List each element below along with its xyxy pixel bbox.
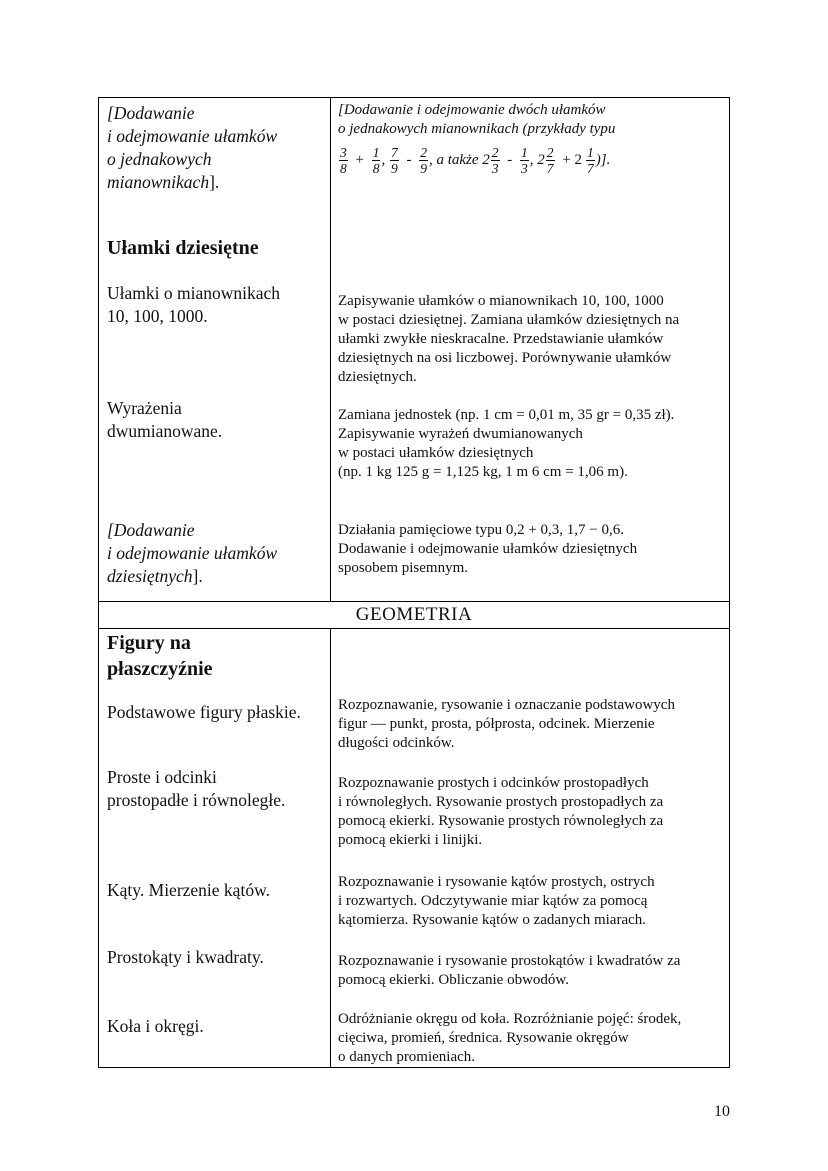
desc-basic-figures [338, 696, 723, 753]
fraction: $\frac{2}{3}$ [491, 145, 499, 177]
desc-denominators [338, 292, 723, 387]
section-heading-geometry: GEOMETRIA [355, 604, 473, 625]
desc-line: Działania pamięciowe typu 0,2 + 0,3, 1,7 − 0,6. [338, 522, 625, 538]
section-title-decimals: Ułamki dziesiętne [107, 237, 259, 259]
desc-fraction-addition [338, 101, 723, 181]
desc-line: dziesiętnych. [338, 369, 417, 385]
desc-line: i rozwartych. Odczytywanie miar kątów za pomocą [338, 893, 648, 909]
desc-line: o danych promieniach. [338, 1049, 476, 1065]
topic-line: mianownikach]. [107, 172, 220, 192]
desc-line: Zapisywanie ułamków o mianownikach 10, 100, 1000 [338, 293, 664, 309]
topic-line: Ułamki o mianownikach [107, 283, 281, 303]
desc-line: ułamki zwykłe nieskracalne. Przedstawianie ułamków [338, 331, 664, 347]
topic-denominators [107, 282, 280, 328]
topic-fraction-addition [107, 102, 277, 194]
fraction: $\frac{1}{3}$ [521, 145, 528, 177]
desc-rectangles [338, 952, 723, 990]
fraction: $\frac{2}{9}$ [420, 145, 427, 177]
curriculum-table [98, 97, 730, 1068]
topic-line: 10, 100, 1000. [107, 306, 208, 326]
desc-line: dziesiętnych na osi liczbowej. Porównywanie ułamków [338, 350, 672, 366]
desc-line: cięciwa, promień, średnica. Rysowanie okręgów [338, 1030, 629, 1046]
desc-line: Odróżnianie okręgu od koła. Rozróżnianie pojęć: środek, [338, 1011, 682, 1027]
column-divider [330, 98, 331, 602]
fraction: $\frac{1}{8}$ [372, 145, 380, 177]
desc-line: [Dodawanie i odejmowanie dwóch ułamków [338, 102, 606, 118]
desc-line: o jednakowych mianownikach (przykłady typu [338, 121, 616, 137]
fraction: $\frac{2}{7}$ [546, 145, 554, 177]
desc-line: Rozpoznawanie i rysowanie prostokątów i kwadratów za [338, 953, 681, 969]
section-title-plane-figures [107, 630, 213, 682]
fraction: $\frac{1}{7}$ [587, 145, 594, 177]
row-divider [99, 628, 729, 629]
desc-line: pomocą ekierki. Obliczanie obwodów. [338, 972, 570, 988]
desc-two-units [338, 406, 723, 482]
topic-line: i odejmowanie ułamków [107, 126, 278, 146]
desc-line: Rozpoznawanie i rysowanie kątów prostych, ostrych [338, 874, 655, 890]
desc-line: figur — punkt, prosta, półprosta, odcinek. Mierzenie [338, 716, 655, 732]
topic-line: [Dodawanie [107, 520, 195, 540]
topic-angles: Kąty. Mierzenie kątów. [107, 880, 270, 900]
desc-line: w postaci ułamków dziesiętnych [338, 445, 534, 461]
topic-line: i odejmowanie ułamków [107, 543, 278, 563]
desc-lines [338, 774, 723, 850]
row-divider [99, 601, 729, 602]
topic-line: [Dodawanie [107, 103, 195, 123]
topic-lines [107, 766, 285, 812]
desc-line: Zapisywanie wyrażeń dwumianowanych [338, 426, 583, 442]
desc-line: w postaci dziesiętnej. Zamiana ułamków dziesiętnych na [338, 312, 680, 328]
desc-line: kątomierza. Rysowanie kątów o zadanych miarach. [338, 912, 647, 928]
fraction-examples: $\frac{3}{8}$ + $\frac{1}{8}$ , $\frac{7}{9}$ - $\frac{2}{9}$ , a także 2 $\frac{2}{3}$ - $\frac{1}{3}$ , 2 $\frac{2}{7}$ + 2 $\frac{1}{7}$ )]. [340, 145, 611, 177]
column-divider [330, 628, 331, 1068]
topic-basic-figures: Podstawowe figury płaskie. [107, 702, 301, 722]
desc-line: Rozpoznawanie, rysowanie i oznaczanie podstawowych [338, 697, 675, 713]
desc-line: długości odcinków. [338, 735, 455, 751]
topic-decimal-operations [107, 519, 277, 588]
desc-line: Zamiana jednostek (np. 1 cm = 0,01 m, 35 gr = 0,35 zł). [338, 407, 675, 423]
fraction: $\frac{3}{8}$ [340, 145, 347, 177]
page-number: 10 [714, 1103, 730, 1120]
topic-two-units [107, 397, 222, 443]
topic-line: o jednakowych [107, 149, 212, 169]
desc-line: (np. 1 kg 125 g = 1,125 kg, 1 m 6 cm = 1,06 m). [338, 464, 628, 480]
topic-line: Wyrażenia [107, 398, 182, 418]
desc-line: i równoległych. Rysowanie prostych prostopadłych za [338, 794, 664, 810]
desc-line: Rozpoznawanie prostych i odcinków prostopadłych [338, 775, 649, 791]
topic-rectangles: Prostokąty i kwadraty. [107, 947, 264, 967]
desc-line: sposobem pisemnym. [338, 560, 468, 576]
desc-line: pomocą ekierki. Rysowanie prostych równoległych za [338, 813, 664, 829]
desc-angles [338, 873, 723, 930]
topic-line: prostopadłe i równoległe. [107, 790, 286, 810]
fraction: $\frac{7}{9}$ [390, 145, 398, 177]
title-line: Figury na [107, 632, 191, 654]
desc-circles [338, 1010, 723, 1067]
desc-decimal-operations [338, 521, 723, 578]
desc-line: pomocą ekierki i linijki. [338, 832, 483, 848]
desc-line: Dodawanie i odejmowanie ułamków dziesiętnych [338, 541, 638, 557]
title-line: płaszczyźnie [107, 658, 213, 680]
topic-line: Proste i odcinki [107, 767, 217, 787]
topic-line: dwumianowane. [107, 421, 223, 441]
topic-line: dziesiętnych]. [107, 566, 203, 586]
topic-circles: Koła i okręgi. [107, 1016, 204, 1036]
